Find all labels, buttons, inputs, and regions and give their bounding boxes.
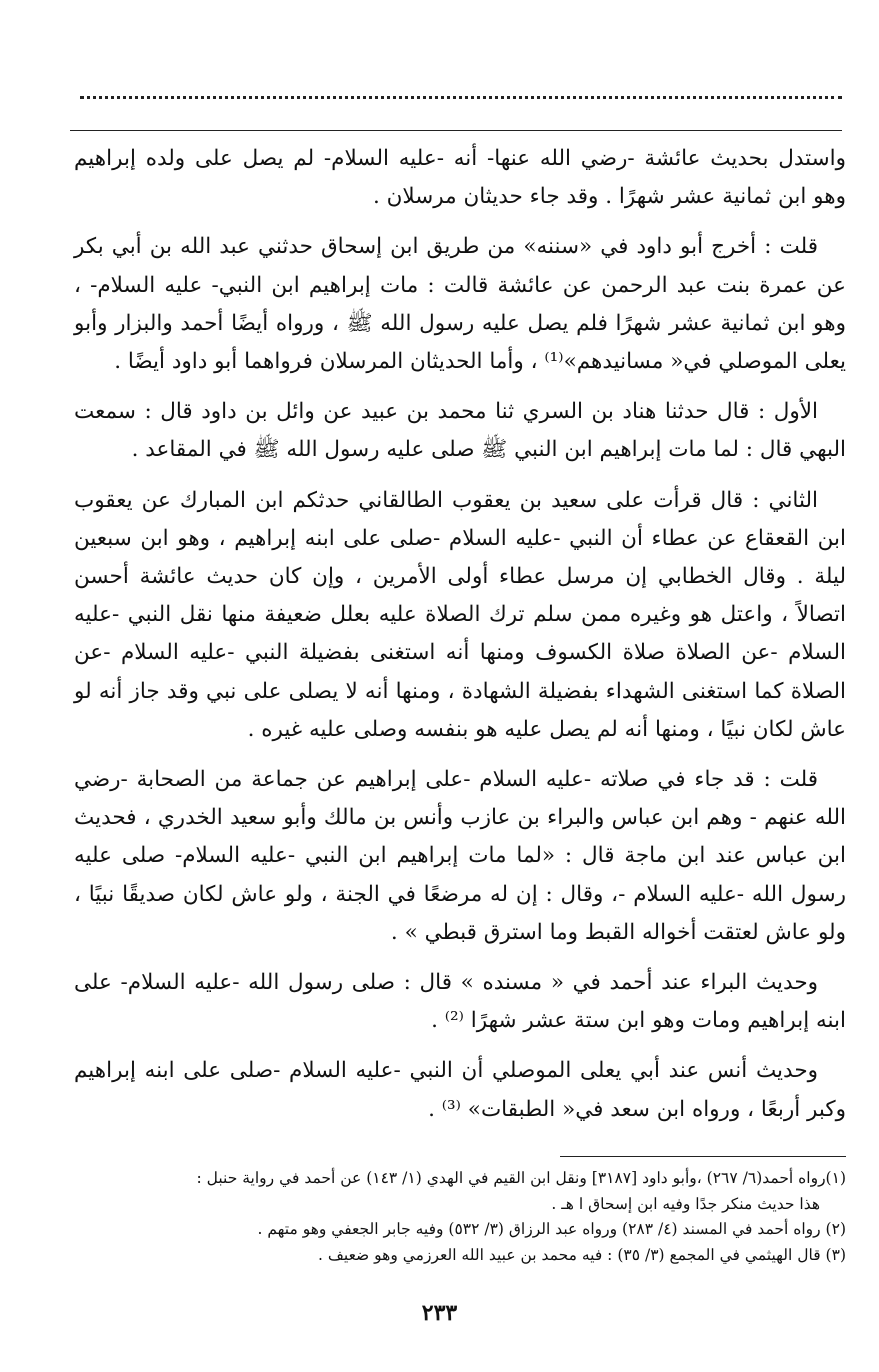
paragraph: الأول : قال حدثنا هناد بن السري ثنا محمد بن عبيد عن وائل بن داود قال : سمعت البهي قال : لما مات إبراهيم ابن النبي ﷺ صلى عليه رسول الله ﷺ في المقاعد .	[74, 399, 846, 463]
paragraph: قلت : قد جاء في صلاته -عليه السلام -على إبراهيم عن جماعة من الصحابة -رضي الله عنهم - وهم ابن عباس والبراء بن عازب وأنس بن مالك وأبو سعيد الخدري ، فحديث ابن عباس عند ابن ماجة قال : «لما مات إبراهيم ابن النبي -عليه السلام- صلى عليه رسول الله -عليه السلام -، وقال : إن له مرضعًا في الجنة ، ولو عاش لكان صديقًا نبيًا ، ولو عاش لعتقت أخواله القبط وما استرق قبطي » .	[74, 767, 846, 945]
footnote-separator	[560, 1156, 846, 1157]
footnote: (١)رواه أحمد(٦/ ٢٦٧) ،وأبو داود [٣١٨٧] ونقل ابن القيم في الهدي (١/ ١٤٣) عن أحمد في رواية حنبل :	[196, 1169, 846, 1187]
paragraph: وحديث أنس عند أبي يعلى الموصلي أن النبي -عليه السلام -صلى على ابنه إبراهيم وكبر أربعًا ، ورواه ابن سعد في« الطبقات» ⁽³⁾ .	[74, 1058, 846, 1122]
dotted-header-rule	[80, 96, 842, 99]
footnote: (٣) قال الهيثمي في المجمع (٣/ ٣٥) : فيه محمد بن عبيد الله العرزمي وهو ضعيف .	[318, 1245, 846, 1264]
paragraph: الثاني : قال قرأت على سعيد بن يعقوب الطالقاني حدثكم ابن المبارك عن يعقوب ابن القعقاع عن عطاء أن النبي -عليه السلام -صلى على ابنه إبراهيم ، وهو ابن سبعين ليلة . وقال الخطابي إن مرسل عطاء أولى الأمرين ، وإن كان حديث عائشة أحسن اتصالاً ، واعتل هو وغيره ممن سلم ترك الصلاة عليه بعلل ضعيفة منها نقل النبي -عليه السلام -عن الصلاة صلاة الكسوف ومنها أنه استغنى بفضيلة النبي -عليه السلام -عن الصلاة كما استغنى الشهداء بفضيلة الشهادة ، ومنها أنه لا يصلى على نبي وقد جاز أنه لو عاش لكان نبيًا ، ومنها أنه لم يصل عليه هو بنفسه وصلى عليه غيره .	[74, 487, 846, 742]
page-number: ٢٣٣	[421, 1300, 458, 1326]
main-text	[74, 140, 846, 1129]
paragraph: واستدل بحديث عائشة -رضي الله عنها- أنه -عليه السلام- لم يصل على ولده إبراهيم وهو ابن ثمانية عشر شهرًا . وقد جاء حديثان مرسلان .	[74, 146, 846, 210]
top-rule	[70, 130, 842, 131]
footnote-continuation: هذا حديث منكر جدًا وفيه ابن إسحاق ا هـ .	[551, 1194, 820, 1213]
footnotes	[74, 1166, 846, 1268]
paragraph: قلت : أخرج أبو داود في «سننه» من طريق ابن إسحاق حدثني عبد الله بن أبي بكر عن عمرة بنت عبد الرحمن عن عائشة قالت : مات إبراهيم ابن النبي- عليه السلام- ، وهو ابن ثمانية عشر شهرًا فلم يصل عليه رسول الله ﷺ ، ورواه أيضًا أحمد والبزار وأبو يعلى الموصلي في« مسانيدهم»⁽¹⁾ ، وأما الحديثان المرسلان فرواهما أبو داود أيضًا .	[74, 234, 846, 375]
paragraph: وحديث البراء عند أحمد في « مسنده » قال : صلى رسول الله -عليه السلام- على ابنه إبراهيم ومات وهو ابن ستة عشر شهرًا ⁽²⁾ .	[74, 970, 846, 1034]
footnote: (٢) رواه أحمد في المسند (٤/ ٢٨٣) ورواه عبد الرزاق (٣/ ٥٣٢) وفيه جابر الجعفي وهو متهم .	[257, 1220, 846, 1238]
